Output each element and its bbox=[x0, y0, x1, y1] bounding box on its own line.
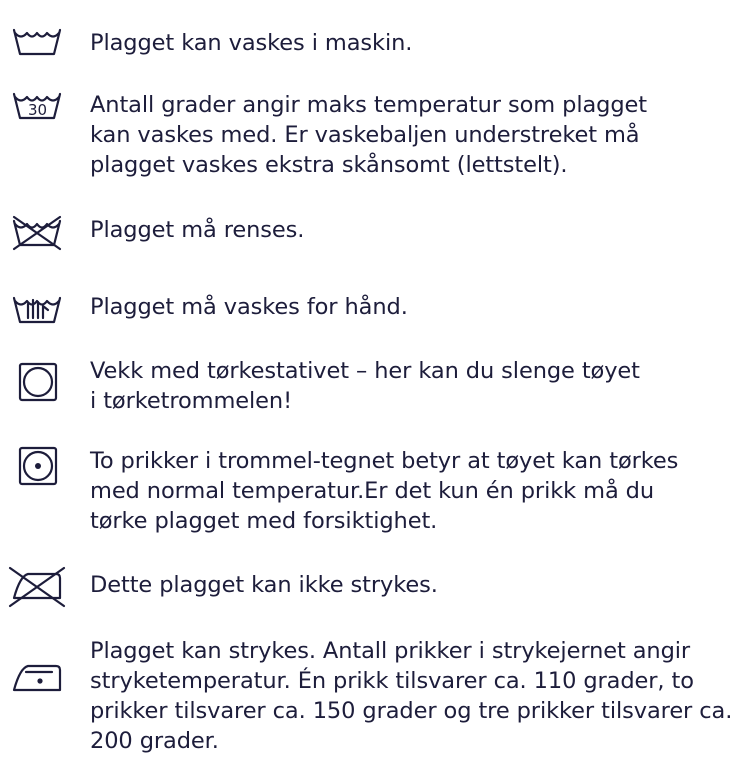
text-line: Plagget kan strykes. Antall prikker i strykejernet angir bbox=[90, 638, 691, 664]
text-line: Antall grader angir maks temperatur som plagget bbox=[90, 92, 647, 118]
iron-icon bbox=[6, 656, 68, 700]
care-text bbox=[90, 90, 748, 180]
text-line: i tørketrommelen! bbox=[90, 388, 293, 414]
care-text bbox=[90, 356, 748, 416]
text-line: Vekk med tørkestativet – her kan du slenge tøyet bbox=[90, 358, 640, 384]
iron-crossed-icon bbox=[6, 564, 68, 608]
text-line: Plagget må renses. bbox=[90, 217, 305, 243]
care-text bbox=[90, 28, 748, 58]
tumble-dry-crossed-icon bbox=[6, 360, 68, 404]
temperature-label: 30 bbox=[28, 101, 48, 119]
text-line: med normal temperatur.Er det kun én prikk må du bbox=[90, 478, 655, 504]
text-line: tørke plagget med forsiktighet. bbox=[90, 508, 438, 534]
washtub-30-icon bbox=[6, 84, 68, 128]
text-line: 200 grader. bbox=[90, 728, 219, 754]
text-line: kan vaskes med. Er vaskebaljen understreket må bbox=[90, 122, 640, 148]
text-line: plagget vaskes ekstra skånsomt (lettstelt). bbox=[90, 152, 568, 178]
care-text bbox=[90, 446, 748, 536]
text-line: stryketemperatur. Én prikk tilsvarer ca. 110 grader, to bbox=[90, 668, 694, 694]
text-line: Dette plagget kan ikke strykes. bbox=[90, 572, 438, 598]
text-line: To prikker i trommel-tegnet betyr at tøyet kan tørkes bbox=[90, 448, 679, 474]
text-line: prikker tilsvarer ca. 150 grader og tre prikker tilsvarer ca. bbox=[90, 698, 733, 724]
tumble-dry-dot-icon bbox=[6, 444, 68, 488]
care-text bbox=[90, 636, 748, 756]
care-text bbox=[90, 292, 748, 322]
care-text bbox=[90, 215, 748, 245]
text-line: Plagget kan vaskes i maskin. bbox=[90, 30, 413, 56]
text-line: Plagget må vaskes for hånd. bbox=[90, 294, 408, 320]
hand-wash-icon bbox=[6, 288, 68, 332]
washtub-crossed-icon bbox=[6, 211, 68, 255]
care-text bbox=[90, 570, 748, 600]
washtub-icon bbox=[6, 20, 68, 64]
